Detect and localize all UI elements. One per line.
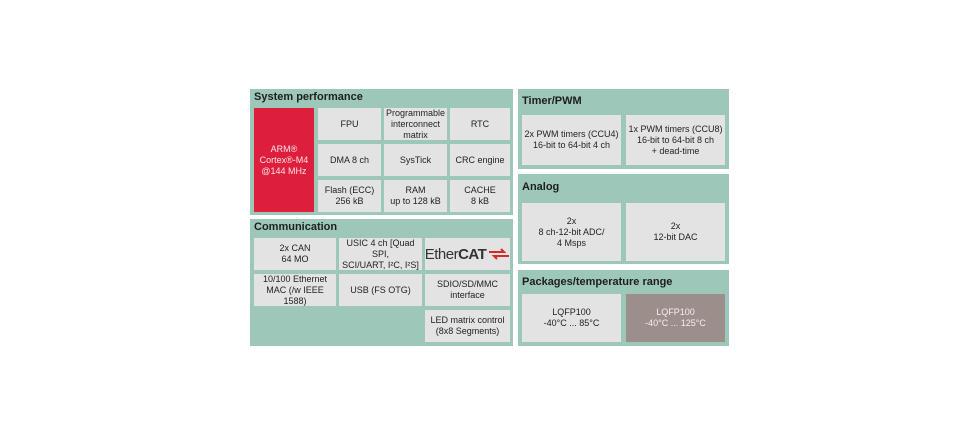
- arm-cortex-m4-block: ARM® Cortex®-M4 @144 MHz: [254, 108, 314, 212]
- dma-block: DMA 8 ch: [318, 144, 381, 176]
- usb-block: USB (FS OTG): [339, 274, 422, 306]
- system-performance-title: System performance: [254, 91, 363, 103]
- timer-pwm-panel: [518, 89, 729, 169]
- ethercat-logo-text: EtherCAT: [424, 245, 487, 263]
- lqfp100-85c-block: LQFP100 -40°C ... 85°C: [522, 294, 621, 342]
- adc-block: 2x 8 ch-12-bit ADC/ 4 Msps: [522, 203, 621, 261]
- lqfp100-125c-block: LQFP100 -40°C ... 125°C: [626, 294, 725, 342]
- ethercat-arrows-icon: [488, 248, 510, 260]
- ethernet-block: 10/100 Ethernet MAC (/w IEEE 1588): [254, 274, 336, 306]
- packages-title: Packages/temperature range: [522, 276, 673, 288]
- packages-panel: [518, 270, 729, 346]
- flash-block: Flash (ECC) 256 kB: [318, 180, 381, 212]
- communication-panel: [250, 219, 513, 346]
- systick-block: SysTick: [384, 144, 447, 176]
- cache-block: CACHE 8 kB: [450, 180, 510, 212]
- ccu8-block: 1x PWM timers (CCU8) 16-bit to 64-bit 8 ch + dead-time: [626, 115, 725, 165]
- led-matrix-block: LED matrix control (8x8 Segments): [425, 310, 510, 342]
- ethercat-block: [425, 238, 510, 270]
- ram-block: RAM up to 128 kB: [384, 180, 447, 212]
- rtc-block: RTC: [450, 108, 510, 140]
- timer-pwm-title: Timer/PWM: [522, 95, 582, 107]
- usic-block: USIC 4 ch [Quad SPI, SCI/UART, I²C, I²S]: [339, 238, 422, 270]
- analog-title: Analog: [522, 181, 560, 193]
- sdio-block: SDIO/SD/MMC interface: [425, 274, 510, 306]
- dac-block: 2x 12-bit DAC: [626, 203, 725, 261]
- communication-title: Communication: [254, 221, 338, 233]
- ccu4-block: 2x PWM timers (CCU4) 16-bit to 64-bit 4 ch: [522, 115, 621, 165]
- can-block: 2x CAN 64 MO: [254, 238, 336, 270]
- analog-panel: [518, 174, 729, 264]
- fpu-block: FPU: [318, 108, 381, 140]
- ethercat-logo: [424, 245, 511, 263]
- system-performance-panel: [250, 89, 513, 215]
- interconnect-matrix-block: Programmable interconnect matrix: [385, 107, 446, 140]
- crc-engine-block: CRC engine: [450, 144, 510, 176]
